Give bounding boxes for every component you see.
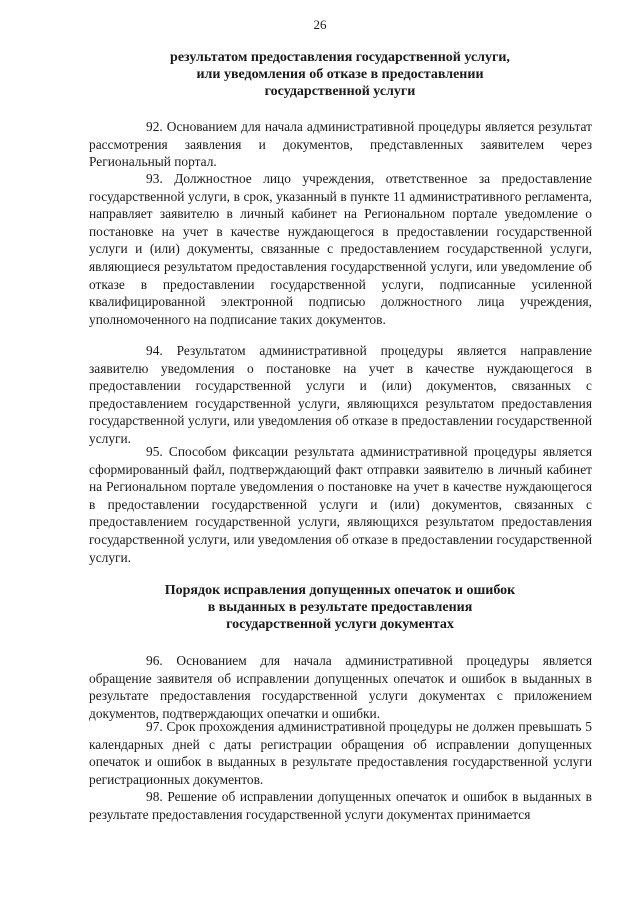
section-heading-result [90, 49, 590, 100]
paragraph-98: 98. Решение об исправлении допущенных опечаток и ошибок в выданных в результате предоставления государственной услуги документах принимается [89, 789, 592, 822]
page-number: 26 [313, 17, 327, 32]
heading-line: государственной услуги документах [226, 617, 454, 632]
heading-line: в выданных в результате предоставления [207, 600, 473, 615]
heading-line: результатом предоставления государственной услуги, [170, 50, 510, 65]
paragraph-95: 95. Способом фиксации результата административной процедуры является сформированный файл, подтверждающий факт отправки заявителю в личный кабинет на Региональном портале уведомления о постановке на учет в качестве нуждающегося в предоставлении государственной услуги и (или) документов, связанных с предоставлением государственной услуги, являющихся результатом предоставления государственной услуги, или уведомления об отказе в предоставлении государственной услуги. [89, 444, 592, 565]
paragraph-96: 96. Основанием для начала административной процедуры является обращение заявителя об исправлении допущенных опечаток и ошибок в выданных в результате предоставления государственной услуги документах с приложением документов, подтверждающих опечатки и ошибки. [89, 653, 592, 721]
paragraph-92: 92. Основанием для начала административной процедуры является результат рассмотрения заявления и документов, представленных заявителем через Региональный портал. [89, 119, 592, 170]
paragraph-97: 97. Срок прохождения административной процедуры не должен превышать 5 календарных дней с даты регистрации обращения об исправлении допущенных опечаток и ошибок в выданных в результате предоставления государственной услуги регистрационных документов. [89, 719, 592, 787]
heading-line: или уведомления об отказе в предоставлении [196, 67, 484, 82]
paragraph-93: 93. Должностное лицо учреждения, ответственное за предоставление государственной услуги, в срок, указанный в пункте 11 административного регламента, направляет заявителю в личный кабинет на Региональном портале уведомление о постановке на учет в качестве нуждающегося в предоставлении государственной услуги и (или) документы, связанные с предоставлением государственной услуги, являющиеся результатом предоставления государственной услуги, или уведомление об отказе в предоставлении государственной услуги, подписанные усиленной квалифицированной электронной подписью должностного лица учреждения, уполномоченного на подписание таких документов. [89, 171, 592, 327]
paragraph-94: 94. Результатом административной процедуры является направление заявителю уведомления о постановке на учет в качестве нуждающегося в предоставлении государственной услуги и (или) документов, связанных с предоставлением государственной услуги, являющихся результатом предоставления государственной услуги, или уведомления об отказе в предоставлении государственной услуги. [89, 343, 592, 446]
heading-line: Порядок исправления допущенных опечаток и ошибок [164, 583, 516, 598]
heading-line: государственной услуги [264, 84, 416, 99]
section-heading-corrections [90, 582, 590, 633]
